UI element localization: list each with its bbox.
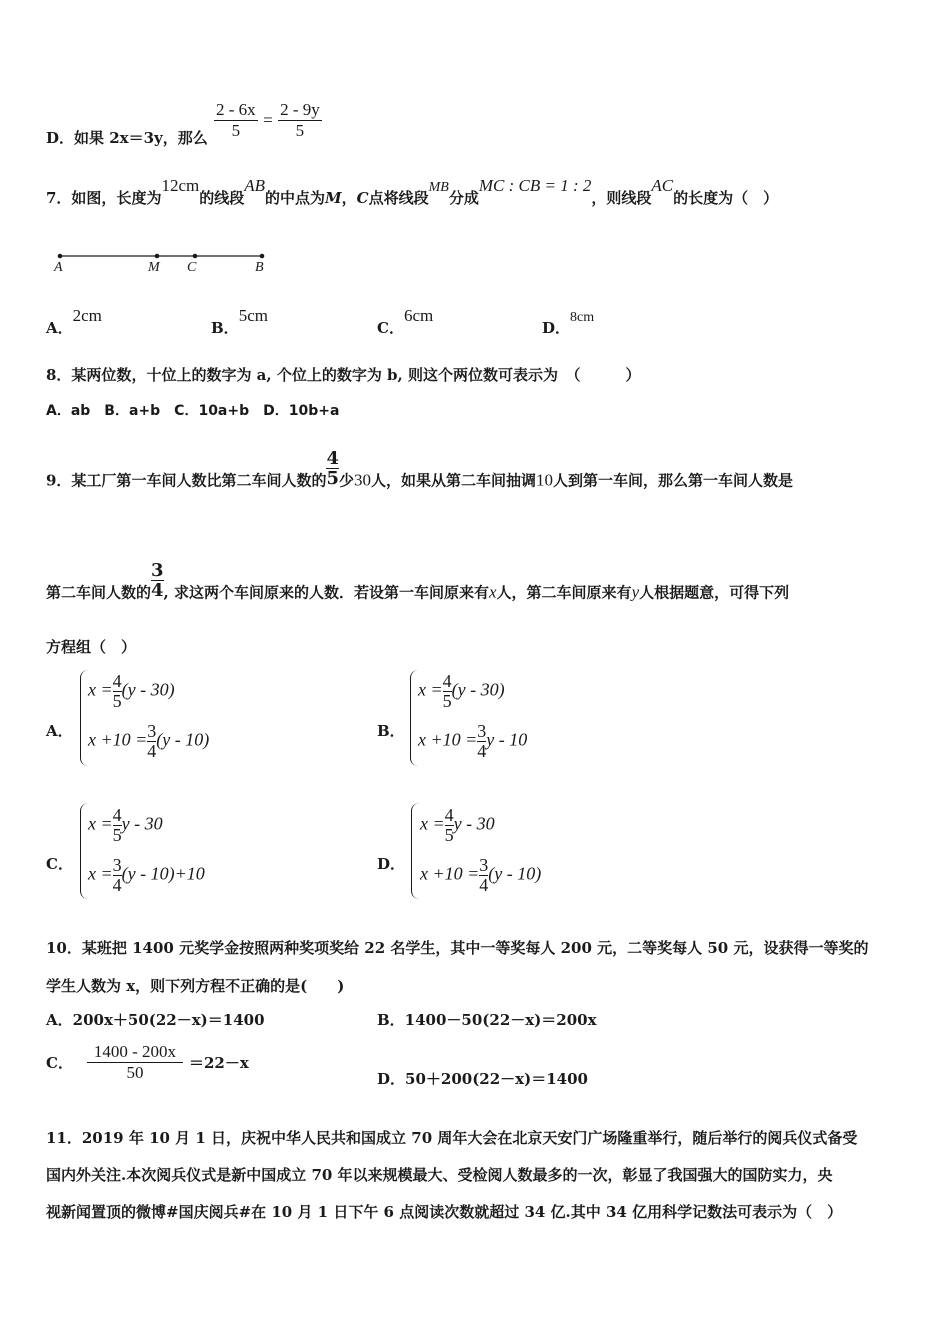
q10-stem-line-2: 学生人数为 x，则下列方程不正确的是( ) bbox=[46, 977, 345, 995]
q7-option-d-label: D． bbox=[542, 319, 571, 337]
q7-text-7: ，则线段 bbox=[591, 189, 652, 207]
q9-a-l1-den: 5 bbox=[112, 691, 122, 711]
q9-d-l1-num: 4 bbox=[444, 805, 454, 825]
q6-option-d-formula bbox=[214, 100, 322, 141]
q6-lhs-fraction bbox=[214, 100, 258, 141]
q9-f1-num: 4 bbox=[326, 448, 339, 469]
q7-option-a[interactable] bbox=[46, 306, 102, 338]
q9-d-l1-post: y - 30 bbox=[453, 813, 495, 834]
q9-b-l2-num: 3 bbox=[477, 721, 487, 741]
q9-text-8: 人根据题意，可得下列 bbox=[639, 583, 790, 602]
q9-text-3: 人，如果从第二车间抽调 bbox=[371, 471, 537, 490]
q9-fraction-4-5 bbox=[326, 449, 339, 488]
q9-d-l2-num: 3 bbox=[479, 855, 489, 875]
q10-option-c-rhs: ＝22－x bbox=[188, 1054, 249, 1072]
q9-option-a-label[interactable]: A． bbox=[46, 722, 73, 740]
q9-option-a-line-1 bbox=[88, 672, 175, 711]
q9-c-l2-den: 4 bbox=[112, 875, 122, 895]
q9-c-l2-post: (y - 10)+10 bbox=[121, 863, 205, 884]
q9-stem-line-3: 方程组（ ） bbox=[46, 638, 137, 656]
q7-ratio: MC : CB = 1 : 2 bbox=[478, 176, 592, 195]
q9-option-a-line-2 bbox=[88, 722, 209, 761]
q9-option-b-label[interactable]: B． bbox=[377, 722, 405, 740]
q7-point-m-dot bbox=[155, 254, 160, 259]
q9-d-l2-post: (y - 10) bbox=[488, 863, 542, 884]
q9-a-l1-post: (y - 30) bbox=[121, 679, 175, 700]
q7-text-6: 分成 bbox=[448, 189, 479, 207]
q9-c-l2-pre: x = bbox=[88, 863, 113, 884]
q9-a-l1-pre: x = bbox=[88, 679, 113, 700]
q7-option-a-label: A． bbox=[46, 319, 73, 337]
q7-text-4: ， bbox=[341, 189, 357, 207]
q10-stem-line-1: 10．某班把 1400 元奖学金按照两种奖项奖给 22 名学生，其中一等奖每人 200 元，二等奖每人 50 元，设获得一等奖的 bbox=[46, 939, 869, 957]
q7-option-c-label: C． bbox=[377, 319, 404, 337]
q9-b-l1-den: 5 bbox=[442, 691, 452, 711]
q7-m: M bbox=[325, 189, 342, 207]
q9-stem-line-2 bbox=[46, 560, 790, 613]
q10-option-c[interactable] bbox=[46, 1042, 249, 1083]
q6-lhs-den: 5 bbox=[231, 121, 241, 140]
q6-option-d bbox=[46, 127, 208, 148]
q10-option-b[interactable]: B．1400－50(22－x)＝200x bbox=[377, 1011, 597, 1029]
q9-text-2: 少 bbox=[338, 471, 354, 490]
q9-b-l2-den: 4 bbox=[477, 741, 487, 761]
q9-option-d-line-2 bbox=[420, 856, 541, 895]
q9-a-l2-num: 3 bbox=[147, 721, 157, 741]
q7-ac: AC bbox=[651, 176, 674, 195]
q9-a-l1-num: 4 bbox=[112, 671, 122, 691]
q7-c: C bbox=[356, 189, 369, 207]
q7-stem bbox=[46, 176, 779, 208]
q9-f1-den: 5 bbox=[326, 468, 339, 489]
q7-length: 12cm bbox=[161, 176, 200, 195]
q7-text-5: 点将线段 bbox=[368, 189, 429, 207]
q7-text-1: 7．如图，长度为 bbox=[46, 189, 162, 207]
q9-f2-den: 4 bbox=[151, 580, 164, 601]
q6-option-d-label: D．如果 2x＝3y，那么 bbox=[46, 129, 208, 147]
q7-segment-figure bbox=[48, 248, 278, 282]
q7-option-a-value: 2cm bbox=[72, 306, 102, 325]
q9-a-l2-pre: x +10 = bbox=[88, 729, 148, 750]
q9-num-30: 30 bbox=[354, 470, 371, 490]
q9-option-d-line-1 bbox=[420, 806, 495, 845]
q10-option-c-den: 50 bbox=[126, 1063, 144, 1082]
q7-option-c-value: 6cm bbox=[403, 306, 434, 325]
q10-option-d[interactable]: D．50＋200(22－x)＝1400 bbox=[377, 1070, 588, 1088]
q9-option-c-label[interactable]: C． bbox=[46, 855, 73, 873]
q11-stem-line-2: 国内外关注.本次阅兵仪式是新中国成立 70 年以来规模最大、受检阅人数最多的一次，彰显了我国强大的国防实力，央 bbox=[46, 1166, 833, 1184]
q7-option-c[interactable] bbox=[377, 306, 434, 338]
q7-mb: MB bbox=[428, 180, 449, 195]
q9-b-l1-pre: x = bbox=[418, 679, 443, 700]
q9-c-l1-post: y - 30 bbox=[121, 813, 163, 834]
q7-point-c-dot bbox=[193, 254, 198, 259]
q9-text-6: , 求这两个车间原来的人数．若设第一车间原来有 bbox=[163, 583, 489, 602]
q7-option-b-value: 5cm bbox=[238, 306, 268, 325]
q9-b-l2-post: y - 10 bbox=[486, 729, 528, 750]
q9-d-l1-den: 5 bbox=[444, 825, 454, 845]
q8-stem: 8．某两位数，十位上的数字为 a, 个位上的数字为 b, 则这个两位数可表示为 （ ） bbox=[46, 366, 641, 384]
q7-option-b[interactable] bbox=[211, 306, 268, 338]
q9-num-10: 10 bbox=[536, 470, 554, 490]
q7-text-3: 的中点为 bbox=[265, 189, 326, 207]
q9-option-d-label[interactable]: D． bbox=[377, 855, 406, 873]
q9-var-x: x bbox=[489, 582, 497, 602]
q6-rhs-fraction bbox=[278, 100, 322, 141]
q11-stem-line-1: 11．2019 年 10 月 1 日，庆祝中华人民共和国成立 70 周年大会在北京天安门广场隆重举行，随后举行的阅兵仪式备受 bbox=[46, 1129, 858, 1147]
q9-f2-num: 3 bbox=[151, 560, 164, 581]
q10-option-c-label: C． bbox=[46, 1054, 73, 1072]
q6-lhs-num: 2 - 6x bbox=[216, 100, 256, 119]
q9-a-l2-den: 4 bbox=[147, 741, 157, 761]
q10-option-c-fraction bbox=[87, 1042, 183, 1083]
q9-option-c-line-2 bbox=[88, 856, 205, 895]
q6-rhs-den: 5 bbox=[295, 121, 305, 140]
q9-text-7: 人，第二车间原来有 bbox=[496, 583, 632, 602]
q9-fraction-3-4 bbox=[151, 561, 164, 600]
q9-d-l2-den: 4 bbox=[479, 875, 489, 895]
q11-stem-line-3: 视新闻置顶的微博#国庆阅兵#在 10 月 1 日下午 6 点阅读次数就超过 34 亿.其中 34 亿用科学记数法可表示为（ ） bbox=[46, 1203, 843, 1221]
q7-text-2: 的线段 bbox=[199, 189, 245, 207]
q7-option-d-value: 8cm bbox=[570, 310, 595, 325]
q9-option-b-line-1 bbox=[418, 672, 505, 711]
q10-option-a[interactable]: A．200x＋50(22－x)＝1400 bbox=[46, 1011, 265, 1029]
q9-option-b-line-2 bbox=[418, 722, 527, 761]
q9-text-5: 第二车间人数的 bbox=[46, 583, 152, 602]
q7-ab: AB bbox=[244, 176, 266, 195]
q6-rhs-num: 2 - 9y bbox=[280, 100, 320, 119]
q7-text-8: 的长度为（ ） bbox=[673, 189, 779, 207]
q9-d-l1-pre: x = bbox=[420, 813, 445, 834]
q9-b-l1-num: 4 bbox=[442, 671, 452, 691]
q9-a-l2-post: (y - 10) bbox=[156, 729, 210, 750]
q9-c-l1-num: 4 bbox=[112, 805, 122, 825]
q6-equals: = bbox=[263, 110, 273, 130]
q9-option-d-brace bbox=[411, 803, 420, 899]
q9-text-1: 9．某工厂第一车间人数比第二车间人数的 bbox=[46, 471, 327, 490]
q9-d-l2-pre: x +10 = bbox=[420, 863, 480, 884]
q9-c-l2-num: 3 bbox=[112, 855, 122, 875]
q10-option-c-num: 1400 - 200x bbox=[87, 1042, 183, 1063]
q7-point-m-label: M bbox=[148, 260, 160, 275]
q9-b-l2-pre: x +10 = bbox=[418, 729, 478, 750]
q9-c-l1-den: 5 bbox=[112, 825, 122, 845]
q9-b-l1-post: (y - 30) bbox=[451, 679, 505, 700]
q7-point-c-label: C bbox=[187, 260, 197, 275]
q7-point-b-label: B bbox=[255, 260, 264, 275]
q9-option-c-line-1 bbox=[88, 806, 163, 845]
q9-var-y: y bbox=[631, 582, 640, 602]
q9-c-l1-pre: x = bbox=[88, 813, 113, 834]
q7-point-a-label: A bbox=[54, 260, 63, 275]
q7-option-b-label: B． bbox=[211, 319, 239, 337]
q9-text-4: 人到第一车间，那么第一车间人数是 bbox=[553, 471, 794, 490]
q7-point-b-dot bbox=[260, 254, 265, 259]
q9-stem-line-1 bbox=[46, 448, 794, 501]
q7-point-a-dot bbox=[58, 254, 63, 259]
q7-option-d[interactable] bbox=[542, 310, 595, 338]
q8-options[interactable]: A．ab B．a+b C．10a+b D．10b+a bbox=[46, 403, 340, 419]
